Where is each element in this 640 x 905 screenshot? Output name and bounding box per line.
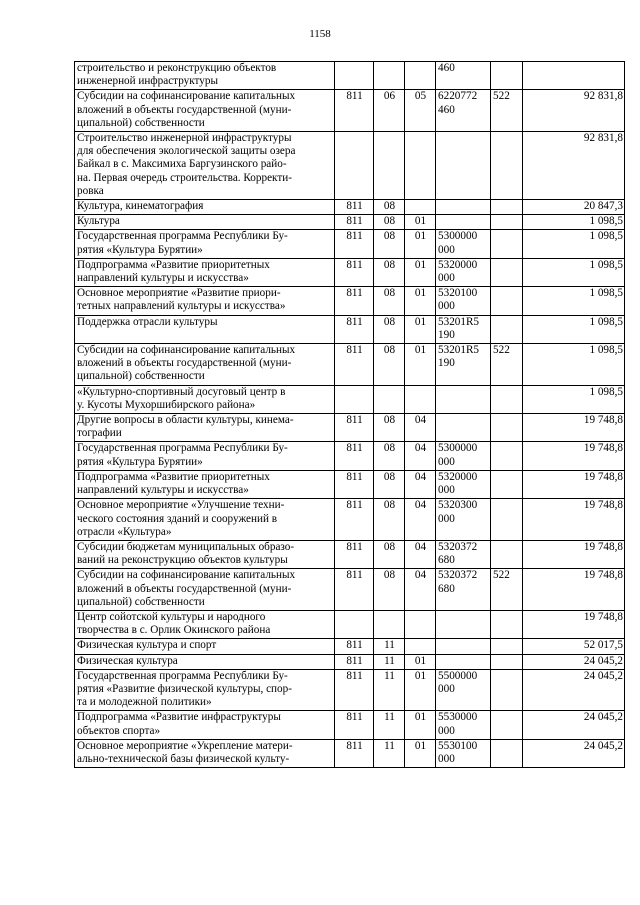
row-name-line: Байкал в с. Максимиха Баргузинского райо- (77, 158, 287, 171)
row-name-line: Строительство инженерной инфраструктуры (77, 132, 292, 145)
target-article-cell (436, 258, 491, 286)
row-name-line: ровка (77, 184, 104, 197)
table-row (75, 62, 625, 90)
ministry-code-cell: 811 (335, 442, 374, 470)
amount-cell: 1 098,5 (523, 230, 625, 258)
ministry-code-cell: 811 (335, 669, 374, 711)
expense-type-cell (491, 669, 523, 711)
table-row (75, 385, 625, 413)
target-article-cell (436, 610, 491, 638)
row-name-line: рятия «Культура Бурятии» (77, 243, 203, 256)
row-name-cell (75, 654, 335, 669)
target-article-line: 5500000 (438, 669, 478, 682)
target-article-line: 680 (438, 582, 455, 595)
ministry-code-cell: 811 (335, 569, 374, 611)
subsection-code-cell: 04 (405, 442, 436, 470)
target-article-line: 000 (438, 272, 455, 285)
row-name-cell (75, 315, 335, 343)
row-name-cell (75, 258, 335, 286)
target-article-cell (436, 442, 491, 470)
expense-type-cell (491, 385, 523, 413)
row-name-cell (75, 711, 335, 739)
subsection-code-cell (405, 610, 436, 638)
expense-type-cell (491, 230, 523, 258)
table-row (75, 414, 625, 442)
expense-type-cell (491, 442, 523, 470)
ministry-code-cell (335, 132, 374, 200)
target-article-line: 5320000 (438, 258, 478, 271)
amount-cell: 20 847,3 (523, 200, 625, 215)
row-name-line: Основное мероприятие «Укрепление матери- (77, 739, 293, 752)
table-row (75, 499, 625, 541)
ministry-code-cell: 811 (335, 654, 374, 669)
target-article-line: 5320372 (438, 540, 478, 553)
section-code-cell (374, 62, 405, 90)
amount-cell: 19 748,8 (523, 470, 625, 498)
expense-type-cell (491, 654, 523, 669)
row-name-line: ваний на реконструкцию объектов культуры (77, 554, 288, 567)
amount-cell: 92 831,8 (523, 90, 625, 132)
section-code-cell: 08 (374, 215, 405, 230)
subsection-code-cell: 01 (405, 215, 436, 230)
target-article-line: 000 (438, 484, 455, 497)
row-name-cell (75, 230, 335, 258)
row-name-cell (75, 385, 335, 413)
table-row (75, 287, 625, 315)
target-article-cell (436, 132, 491, 200)
target-article-line: 680 (438, 554, 455, 567)
subsection-code-cell: 01 (405, 654, 436, 669)
row-name-cell (75, 569, 335, 611)
amount-cell: 19 748,8 (523, 569, 625, 611)
expense-type-cell (491, 739, 523, 767)
ministry-code-cell (335, 610, 374, 638)
row-name-cell (75, 414, 335, 442)
subsection-code-cell (405, 385, 436, 413)
amount-cell: 1 098,5 (523, 344, 625, 386)
row-name-line: Субсидии на софинансирование капитальных (77, 569, 296, 582)
amount-cell: 19 748,8 (523, 442, 625, 470)
expense-type-cell: 522 (491, 569, 523, 611)
target-article-line: 460 (438, 103, 455, 116)
row-name-line: на. Первая очередь строительства. Корректи- (77, 171, 292, 184)
row-name-line: Культура, кинематография (77, 200, 204, 213)
amount-cell: 24 045,2 (523, 711, 625, 739)
row-name-line: у. Кусоты Мухоршибирского района» (77, 398, 256, 411)
amount-cell: 52 017,5 (523, 639, 625, 654)
section-code-cell (374, 132, 405, 200)
amount-cell: 1 098,5 (523, 258, 625, 286)
target-article-cell (436, 385, 491, 413)
table-row (75, 639, 625, 654)
ministry-code-cell: 811 (335, 739, 374, 767)
table-row (75, 739, 625, 767)
row-name-line: творчества в с. Орлик Окинского района (77, 624, 271, 637)
target-article-line: 000 (438, 455, 455, 468)
row-name-line: вложений в объекты государственной (муни- (77, 357, 292, 370)
ministry-code-cell: 811 (335, 344, 374, 386)
expense-type-cell: 522 (491, 344, 523, 386)
expense-type-cell (491, 215, 523, 230)
subsection-code-cell (405, 200, 436, 215)
table-row (75, 90, 625, 132)
target-article-line: 5320000 (438, 470, 478, 483)
target-article-line: 190 (438, 328, 455, 341)
target-article-line: 000 (438, 724, 455, 737)
amount-cell: 1 098,5 (523, 315, 625, 343)
table-row (75, 315, 625, 343)
subsection-code-cell: 01 (405, 230, 436, 258)
amount-cell: 24 045,2 (523, 669, 625, 711)
target-article-line: 53201R5 (438, 315, 480, 328)
section-code-cell: 08 (374, 499, 405, 541)
row-name-line: Поддержка отрасли культуры (77, 315, 218, 328)
ministry-code-cell: 811 (335, 499, 374, 541)
row-name-line: Субсидии на софинансирование капитальных (77, 344, 296, 357)
target-article-line: 5320372 (438, 569, 478, 582)
target-article-line: 000 (438, 300, 455, 313)
amount-cell: 19 748,8 (523, 540, 625, 568)
row-name-cell (75, 344, 335, 386)
row-name-line: Основное мероприятие «Улучшение техни- (77, 499, 285, 512)
amount-cell: 1 098,5 (523, 215, 625, 230)
target-article-cell (436, 569, 491, 611)
section-code-cell: 11 (374, 711, 405, 739)
section-code-cell (374, 610, 405, 638)
row-name-cell (75, 639, 335, 654)
subsection-code-cell: 04 (405, 470, 436, 498)
expense-type-cell (491, 639, 523, 654)
table-row (75, 540, 625, 568)
target-article-line: 000 (438, 243, 455, 256)
row-name-cell (75, 90, 335, 132)
target-article-cell (436, 414, 491, 442)
row-name-cell (75, 610, 335, 638)
table-row (75, 200, 625, 215)
section-code-cell: 08 (374, 287, 405, 315)
section-code-cell: 08 (374, 200, 405, 215)
row-name-line: инженерной инфраструктуры (77, 75, 218, 88)
row-name-line: тетных направлений культуры и искусства» (77, 300, 286, 313)
target-article-line: 5530100 (438, 739, 478, 752)
subsection-code-cell (405, 62, 436, 90)
section-code-cell: 08 (374, 344, 405, 386)
target-article-cell (436, 287, 491, 315)
row-name-line: ально-технической базы физической культу- (77, 752, 290, 765)
row-name-line: Физическая культура (77, 654, 178, 667)
section-code-cell: 08 (374, 442, 405, 470)
amount-cell (523, 62, 625, 90)
table-row (75, 470, 625, 498)
expense-type-cell (491, 132, 523, 200)
target-article-cell (436, 739, 491, 767)
target-article-line: 5530000 (438, 711, 478, 724)
target-article-line: 000 (438, 682, 455, 695)
target-article-cell (436, 215, 491, 230)
table-row (75, 610, 625, 638)
ministry-code-cell: 811 (335, 414, 374, 442)
target-article-cell (436, 62, 491, 90)
target-article-cell (436, 654, 491, 669)
row-name-line: ципальной) собственности (77, 595, 205, 608)
target-article-cell (436, 315, 491, 343)
expense-type-cell (491, 470, 523, 498)
table-row (75, 442, 625, 470)
row-name-line: тографии (77, 427, 122, 440)
target-article-line: 190 (438, 357, 455, 370)
row-name-cell (75, 470, 335, 498)
subsection-code-cell: 04 (405, 414, 436, 442)
table-row (75, 569, 625, 611)
section-code-cell: 11 (374, 639, 405, 654)
target-article-cell (436, 90, 491, 132)
target-article-cell (436, 200, 491, 215)
subsection-code-cell: 04 (405, 569, 436, 611)
table-row (75, 654, 625, 669)
row-name-cell (75, 132, 335, 200)
row-name-cell (75, 62, 335, 90)
row-name-line: для обеспечения экологической защиты озера (77, 145, 296, 158)
ministry-code-cell: 811 (335, 90, 374, 132)
row-name-line: Государственная программа Республики Бу- (77, 669, 288, 682)
row-name-cell (75, 200, 335, 215)
row-name-line: ческого состояния зданий и сооружений в (77, 512, 278, 525)
row-name-cell (75, 669, 335, 711)
row-name-line: отрасли «Культура» (77, 525, 172, 538)
section-code-cell: 08 (374, 258, 405, 286)
section-code-cell: 08 (374, 414, 405, 442)
table-row (75, 132, 625, 200)
expense-type-cell (491, 315, 523, 343)
section-code-cell: 06 (374, 90, 405, 132)
row-name-line: Государственная программа Республики Бу- (77, 230, 288, 243)
row-name-line: Основное мероприятие «Развитие приори- (77, 287, 281, 300)
section-code-cell: 11 (374, 669, 405, 711)
amount-cell: 19 748,8 (523, 414, 625, 442)
section-code-cell: 08 (374, 470, 405, 498)
section-code-cell: 08 (374, 230, 405, 258)
target-article-cell (436, 499, 491, 541)
table-row (75, 215, 625, 230)
subsection-code-cell: 04 (405, 540, 436, 568)
amount-cell: 19 748,8 (523, 610, 625, 638)
expense-type-cell (491, 711, 523, 739)
target-article-cell (436, 470, 491, 498)
row-name-line: рятия «Развитие физической культуры, спор- (77, 682, 292, 695)
expense-type-cell (491, 287, 523, 315)
ministry-code-cell: 811 (335, 200, 374, 215)
row-name-line: Культура (77, 215, 120, 228)
ministry-code-cell: 811 (335, 287, 374, 315)
row-name-cell (75, 442, 335, 470)
row-name-line: Центр сойотской культуры и народного (77, 610, 266, 623)
subsection-code-cell: 01 (405, 315, 436, 343)
amount-cell: 24 045,2 (523, 654, 625, 669)
section-code-cell: 08 (374, 540, 405, 568)
target-article-line: 000 (438, 512, 455, 525)
row-name-line: Подпрограмма «Развитие приоритетных (77, 258, 270, 271)
amount-cell: 19 748,8 (523, 499, 625, 541)
row-name-line: Подпрограмма «Развитие инфраструктуры (77, 711, 281, 724)
page-number: 1158 (309, 28, 331, 40)
amount-cell: 1 098,5 (523, 385, 625, 413)
row-name-line: направлений культуры и искусства» (77, 484, 249, 497)
subsection-code-cell: 04 (405, 499, 436, 541)
target-article-line: 53201R5 (438, 344, 480, 357)
budget-table-body (75, 62, 625, 768)
table-row (75, 258, 625, 286)
row-name-line: Государственная программа Республики Бу- (77, 442, 288, 455)
table-row (75, 669, 625, 711)
target-article-cell (436, 344, 491, 386)
expense-type-cell (491, 200, 523, 215)
ministry-code-cell (335, 385, 374, 413)
subsection-code-cell: 01 (405, 711, 436, 739)
row-name-line: вложений в объекты государственной (муни- (77, 103, 292, 116)
row-name-line: «Культурно-спортивный досуговый центр в (77, 385, 286, 398)
amount-cell: 92 831,8 (523, 132, 625, 200)
ministry-code-cell: 811 (335, 470, 374, 498)
subsection-code-cell: 01 (405, 287, 436, 315)
section-code-cell: 11 (374, 739, 405, 767)
row-name-line: Физическая культура и спорт (77, 639, 217, 652)
target-article-cell (436, 669, 491, 711)
row-name-line: направлений культуры и искусства» (77, 272, 249, 285)
amount-cell: 1 098,5 (523, 287, 625, 315)
row-name-cell (75, 215, 335, 230)
row-name-cell (75, 499, 335, 541)
ministry-code-cell: 811 (335, 215, 374, 230)
target-article-line: 5320100 (438, 287, 478, 300)
ministry-code-cell: 811 (335, 230, 374, 258)
amount-cell: 24 045,2 (523, 739, 625, 767)
ministry-code-cell: 811 (335, 315, 374, 343)
row-name-line: ципальной) собственности (77, 370, 205, 383)
expense-type-cell (491, 62, 523, 90)
row-name-line: Субсидии на софинансирование капитальных (77, 90, 296, 103)
subsection-code-cell (405, 639, 436, 654)
target-article-line: 6220772 (438, 90, 478, 103)
target-article-line: 5320300 (438, 499, 478, 512)
subsection-code-cell: 01 (405, 344, 436, 386)
subsection-code-cell: 01 (405, 739, 436, 767)
target-article-line: 5300000 (438, 442, 478, 455)
row-name-line: ципальной) собственности (77, 116, 205, 129)
ministry-code-cell (335, 62, 374, 90)
section-code-cell: 11 (374, 654, 405, 669)
target-article-line: 460 (438, 62, 455, 74)
section-code-cell (374, 385, 405, 413)
target-article-line: 5300000 (438, 230, 478, 243)
expense-type-cell (491, 540, 523, 568)
subsection-code-cell: 01 (405, 258, 436, 286)
target-article-cell (436, 540, 491, 568)
expense-type-cell (491, 610, 523, 638)
target-article-cell (436, 711, 491, 739)
row-name-line: рятия «Культура Бурятии» (77, 455, 203, 468)
expense-type-cell (491, 258, 523, 286)
expense-type-cell (491, 499, 523, 541)
ministry-code-cell: 811 (335, 258, 374, 286)
table-row (75, 344, 625, 386)
ministry-code-cell: 811 (335, 639, 374, 654)
table-row (75, 230, 625, 258)
row-name-line: та и молодежной политики» (77, 696, 212, 709)
ministry-code-cell: 811 (335, 540, 374, 568)
table-row (75, 711, 625, 739)
row-name-line: Субсидии бюджетам муниципальных образо- (77, 540, 295, 553)
row-name-line: Подпрограмма «Развитие приоритетных (77, 470, 270, 483)
row-name-line: строительство и реконструкцию объектов (77, 62, 277, 74)
row-name-line: Другие вопросы в области культуры, кинема- (77, 414, 294, 427)
subsection-code-cell: 01 (405, 669, 436, 711)
expense-type-cell (491, 414, 523, 442)
budget-table (74, 61, 625, 768)
ministry-code-cell: 811 (335, 711, 374, 739)
section-code-cell: 08 (374, 569, 405, 611)
subsection-code-cell: 05 (405, 90, 436, 132)
expense-type-cell: 522 (491, 90, 523, 132)
row-name-cell (75, 287, 335, 315)
row-name-cell (75, 739, 335, 767)
row-name-cell (75, 540, 335, 568)
target-article-cell (436, 639, 491, 654)
subsection-code-cell (405, 132, 436, 200)
target-article-cell (436, 230, 491, 258)
section-code-cell: 08 (374, 315, 405, 343)
row-name-line: объектов спорта» (77, 724, 161, 737)
row-name-line: вложений в объекты государственной (муни- (77, 582, 292, 595)
target-article-line: 000 (438, 752, 455, 765)
